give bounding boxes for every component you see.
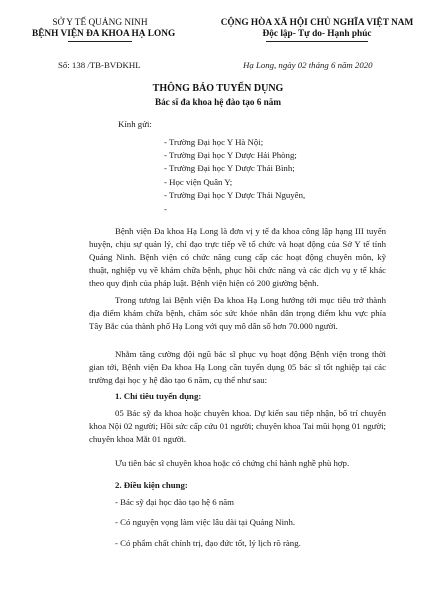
header-left-underline [68, 41, 132, 42]
recipient-item: - Trường Đại học Y Dược Hải Phòng; [164, 150, 297, 160]
page-subtitle: Bác sĩ đa khoa hệ đào tạo 6 năm [154, 97, 282, 107]
document-date: Hạ Long, ngày 02 tháng 6 năm 2020 [243, 60, 373, 70]
recipient-item: - Trường Đại học Y Dược Thái Bình; [164, 163, 295, 173]
header-right-underline [266, 41, 368, 42]
recipient-item: - Trường Đại học Y Hà Nội; [164, 137, 264, 147]
condition-item: - Bác sỹ đại học đào tạo hệ 6 năm [115, 497, 234, 507]
page-title: THÔNG BÁO TUYỂN DỤNG [152, 83, 284, 94]
national-title: CỘNG HÒA XÃ HỘI CHỦ NGHĨA VIỆT NAM [220, 18, 414, 28]
agency-name: SỞ Y TẾ QUẢNG NINH [52, 18, 148, 28]
hospital-name: BỆNH VIỆN ĐA KHOA HẠ LONG [32, 29, 176, 39]
national-motto: Độc lập- Tự do- Hạnh phúc [262, 29, 372, 39]
recipient-item: - [164, 204, 167, 214]
section-heading: 1. Chỉ tiêu tuyển dụng: [115, 391, 202, 401]
body-paragraph: Nhằm tăng cường đội ngũ bác sĩ phục vụ hoạt động Bệnh viện trong thời gian tới, Bệnh viện Đa khoa Hạ Long cần tuyển dụng 05 bác sĩ tốt nghiệp tại các trường đại học y hệ đào tạo 6 năm, cụ thể như sau: [89, 349, 386, 385]
section-note: Ưu tiên bác sĩ chuyên khoa hoặc có chứng chỉ hành nghề phù hợp. [115, 458, 350, 468]
body-paragraph: Trong tương lai Bệnh viện Đa khoa Hạ Long hướng tới mục tiêu trở thành địa điểm khám chữa bệnh, chăm sóc sức khỏe nhân dân trọng điểm khu vực phía Tây Bắc của thành phố Hạ Long với quy mô dân số hơn 70.000 người. [89, 295, 386, 331]
recipient-item: - Trường Đại học Y Dược Thái Nguyên, [164, 190, 306, 200]
section-text: 05 Bác sỹ đa khoa hoặc chuyên khoa. Dự kiến sau tiếp nhận, bố trí chuyên khoa Nội 02 người; Hồi sức cấp cứu 01 người; chuyên khoa Tai mũi họng 01 người; chuyên khoa Mắt 01 người. [89, 408, 386, 444]
salutation: Kính gửi: [118, 119, 152, 129]
condition-item: - Có phẩm chất chính trị, đạo đức tốt, lý lịch rõ ràng. [115, 538, 301, 548]
section-heading: 2. Điều kiện chung: [115, 480, 188, 490]
document-number: Số: 138 /TB-BVĐKHL [58, 60, 141, 70]
recipient-item: - Học viện Quân Y; [164, 177, 233, 187]
condition-item: - Có nguyện vọng làm việc lâu dài tại Quảng Ninh. [115, 517, 296, 527]
body-paragraph: Bệnh viện Đa khoa Hạ Long là đơn vị y tế đa khoa công lập hạng III tuyến huyện, chịu sự quản lý, chỉ đạo trực tiếp về tổ chức và hoạt động của Sở Y tế tỉnh Quảng Ninh. Bệnh viện có chức năng cung cấp các hoạt động chuyên môn, kỹ thuật, nghiệp vụ về khám chữa bệnh, phục hồi chức năng và các dịch vụ y tế khác theo quy định của pháp luật. Bệnh viện hiện có 200 giường bệnh. [89, 226, 386, 288]
